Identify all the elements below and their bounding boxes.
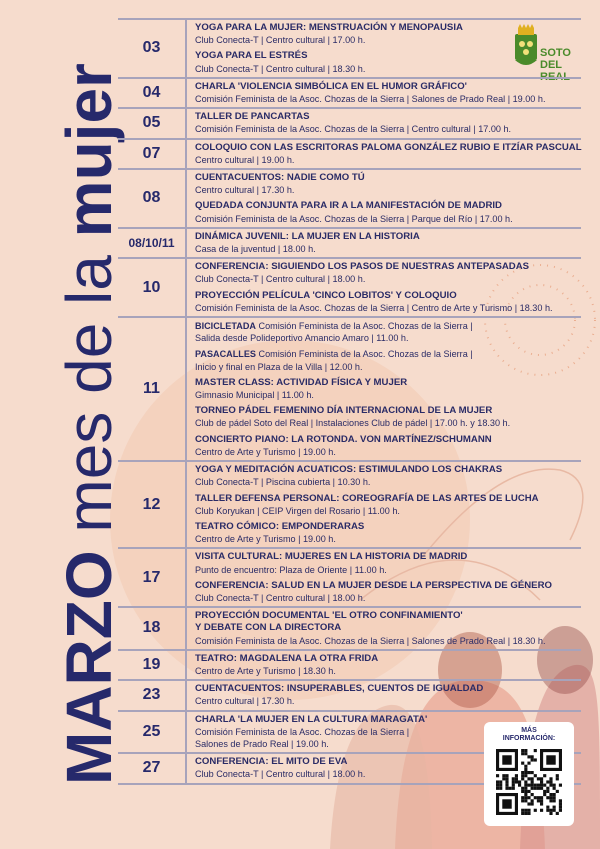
event-date: 08 bbox=[118, 170, 187, 227]
event-date: 12 bbox=[118, 462, 187, 547]
event-title: CUENTACUENTOS: NADIE COMO TÚ bbox=[195, 172, 365, 184]
qr-label bbox=[484, 727, 574, 743]
event-date: 08/10/11 bbox=[118, 229, 187, 257]
event-title: TALLER DE PANCARTAS bbox=[195, 111, 310, 123]
event-details-text: Centro de Arte y Turismo | 19.00 h. bbox=[195, 446, 336, 457]
event-details bbox=[195, 320, 581, 332]
event-date: 18 bbox=[118, 608, 187, 649]
event-list bbox=[187, 79, 581, 107]
event-date: 17 bbox=[118, 549, 187, 606]
schedule-row bbox=[118, 18, 581, 79]
event-list bbox=[187, 229, 581, 257]
event-details-text: Comisión Feminista de la Asoc. Chozas de la Sierra | Parque del Río | 17.00 h. bbox=[195, 213, 513, 224]
event-details-text: Salones de Prado Real | 19.00 h. bbox=[195, 738, 329, 749]
event-item bbox=[195, 434, 581, 458]
event-date: 19 bbox=[118, 651, 187, 679]
event-details-text: Centro de Arte y Turismo | 19.00 h. bbox=[195, 534, 336, 545]
logo-line-3: REAL bbox=[540, 71, 570, 83]
event-item bbox=[195, 493, 581, 517]
event-details-text: Comisión Feminista de la Asoc. Chozas de la Sierra | Centro cultural | 17.00 h. bbox=[195, 124, 512, 135]
qr-info-box bbox=[484, 722, 574, 826]
event-item bbox=[195, 653, 581, 677]
event-item bbox=[195, 111, 581, 135]
event-item bbox=[195, 142, 582, 166]
event-details-text: Comisión Feminista de la Asoc. Chozas de la Sierra | bbox=[258, 349, 473, 360]
schedule-row bbox=[118, 259, 581, 318]
schedule-row bbox=[118, 318, 581, 462]
event-details-text: Club de pádel Soto del Real | Instalaciones Club de pádel | 17.00 h. y 18.30 h. bbox=[195, 418, 511, 429]
event-date: 04 bbox=[118, 79, 187, 107]
event-title: CONFERENCIA: EL MITO DE EVA bbox=[195, 756, 348, 768]
event-date: 05 bbox=[118, 109, 187, 137]
event-title: PROYECCIÓN DOCUMENTAL 'EL OTRO CONFINAMIENTO' bbox=[195, 610, 463, 622]
event-title: TEATRO: MAGDALENA LA OTRA FRIDA bbox=[195, 652, 379, 664]
event-item bbox=[195, 521, 581, 545]
event-title: COLOQUIO CON LAS ESCRITORAS PALOMA GONZÁLEZ RUBIO E ITZÍAR PASCUAL bbox=[195, 141, 582, 153]
title-month: MARZO bbox=[53, 550, 125, 785]
event-details bbox=[195, 446, 581, 458]
event-title: CONFERENCIA: SIGUIENDO LOS PASOS DE NUESTRAS ANTEPASADAS bbox=[195, 261, 530, 273]
event-item bbox=[195, 81, 581, 105]
event-item bbox=[195, 22, 581, 46]
schedule-row bbox=[118, 462, 581, 549]
event-details bbox=[195, 332, 581, 344]
event-details bbox=[195, 389, 581, 401]
event-details bbox=[195, 63, 581, 75]
event-item bbox=[195, 50, 581, 74]
event-item bbox=[195, 261, 581, 285]
event-list bbox=[187, 462, 581, 547]
event-date: 11 bbox=[118, 318, 187, 460]
event-title: CHARLA 'LA MUJER EN LA CULTURA MARAGATA' bbox=[195, 713, 428, 725]
event-list bbox=[187, 109, 581, 137]
event-title: MASTER CLASS: ACTIVIDAD FÍSICA Y MUJER bbox=[195, 376, 408, 388]
event-item bbox=[195, 610, 581, 647]
schedule-row bbox=[118, 608, 581, 651]
logo-line-1: SOTO bbox=[540, 47, 571, 59]
event-title: TEATRO CÓMICO: EMPONDERARAS bbox=[195, 520, 365, 532]
event-item bbox=[195, 377, 581, 401]
schedule-row bbox=[118, 229, 581, 259]
event-details-text: Club Conecta-T | Centro cultural | 18.00 h. bbox=[195, 274, 366, 285]
event-date: 07 bbox=[118, 140, 187, 168]
event-date: 03 bbox=[118, 20, 187, 77]
event-details bbox=[195, 123, 581, 135]
event-details-text: Comisión Feminista de la Asoc. Chozas de la Sierra | Salones de Prado Real | 19.00 h. bbox=[195, 94, 546, 105]
schedule-row bbox=[118, 140, 581, 170]
event-details-text: Club Conecta-T | Piscina cubierta | 10.30 h. bbox=[195, 477, 371, 488]
event-details bbox=[195, 302, 581, 314]
event-schedule bbox=[118, 18, 581, 785]
event-title: BICICLETADA bbox=[195, 321, 256, 332]
schedule-row bbox=[118, 681, 581, 711]
event-details-text: Casa de la juventud | 18.00 h. bbox=[195, 244, 316, 255]
event-list bbox=[187, 651, 581, 679]
event-details-text: Centro cultural | 19.00 h. bbox=[195, 154, 295, 165]
qr-label-line-2: INFORMACIÓN: bbox=[502, 735, 556, 742]
event-details bbox=[195, 273, 581, 285]
event-details bbox=[195, 417, 581, 429]
event-details-text: Centro de Arte y Turismo | 18.30 h. bbox=[195, 665, 336, 676]
event-details-text: Gimnasio Municipal | 11.00 h. bbox=[195, 390, 314, 401]
event-details bbox=[195, 505, 581, 517]
event-details bbox=[195, 476, 581, 488]
event-details-text: Club Koryukan | CEIP Virgen del Rosario | 11.00 h. bbox=[195, 505, 400, 516]
event-item bbox=[195, 172, 581, 196]
event-title: PROYECCIÓN PELÍCULA 'CINCO LOBITOS' Y COLOQUIO bbox=[195, 289, 457, 301]
event-item bbox=[195, 551, 581, 575]
event-list bbox=[187, 549, 581, 606]
event-title: Y DEBATE CON LA DIRECTORA bbox=[195, 622, 342, 634]
event-title: YOGA PARA LA MUJER: MENSTRUACIÓN Y MENOPAUSIA bbox=[195, 22, 463, 33]
event-title: PASACALLES bbox=[195, 349, 256, 360]
event-title: QUEDADA CONJUNTA PARA IR A LA MANIFESTACIÓN DE MADRID bbox=[195, 200, 502, 212]
event-title: CHARLA 'VIOLENCIA SIMBÓLICA EN EL HUMOR GRÁFICO' bbox=[195, 80, 467, 92]
event-item bbox=[195, 348, 581, 372]
event-item bbox=[195, 464, 581, 488]
event-details bbox=[195, 533, 581, 545]
title-word-mujer: mujer bbox=[53, 63, 125, 238]
event-title: TALLER DEFENSA PERSONAL: COREOGRAFÍA DE LAS ARTES DE LUCHA bbox=[195, 492, 539, 504]
event-item bbox=[195, 405, 581, 429]
event-item bbox=[195, 200, 581, 224]
event-title: YOGA PARA EL ESTRÉS bbox=[195, 50, 308, 62]
schedule-row bbox=[118, 651, 581, 681]
event-details bbox=[195, 635, 581, 647]
event-item bbox=[195, 231, 581, 255]
qr-label-line-1: MÁS bbox=[521, 727, 537, 734]
event-list bbox=[187, 20, 581, 77]
event-details-text: Club Conecta-T | Centro cultural | 18.00 h. bbox=[195, 769, 366, 780]
event-details bbox=[195, 243, 581, 255]
logo-line-2: DEL bbox=[540, 59, 562, 71]
event-details bbox=[195, 34, 581, 46]
event-details bbox=[195, 213, 581, 225]
event-details bbox=[195, 93, 581, 105]
event-list bbox=[187, 681, 581, 709]
event-details bbox=[195, 564, 581, 576]
event-details-text: Comisión Feminista de la Asoc. Chozas de la Sierra | bbox=[258, 321, 473, 332]
event-date: 25 bbox=[118, 712, 187, 753]
event-details-text: Inicio y final en Plaza de la Villa | 12.00 h. bbox=[195, 361, 363, 372]
page-title bbox=[53, 63, 125, 785]
event-details-text: Comisión Feminista de la Asoc. Chozas de la Sierra | Centro de Arte y Turismo | 18.30 h. bbox=[195, 302, 553, 313]
event-details-text: Club Conecta-T | Centro cultural | 17.00 h. bbox=[195, 35, 366, 46]
event-list bbox=[187, 140, 582, 168]
event-details bbox=[195, 184, 581, 196]
event-item bbox=[195, 320, 581, 344]
event-details bbox=[195, 348, 581, 360]
event-list bbox=[187, 608, 581, 649]
event-details-text: Comisión Feminista de la Asoc. Chozas de la Sierra | Salones de Prado Real | 18.30 h. bbox=[195, 635, 546, 646]
event-details-text: Club Conecta-T | Centro cultural | 18.00 h. bbox=[195, 592, 366, 603]
event-date: 23 bbox=[118, 681, 187, 709]
event-item bbox=[195, 290, 581, 314]
event-details bbox=[195, 592, 581, 604]
event-item bbox=[195, 580, 581, 604]
event-item bbox=[195, 683, 581, 707]
event-details bbox=[195, 695, 581, 707]
event-title: VISITA CULTURAL: MUJERES EN LA HISTORIA DE MADRID bbox=[195, 551, 468, 563]
schedule-row bbox=[118, 170, 581, 229]
event-date: 27 bbox=[118, 754, 187, 782]
event-list bbox=[187, 318, 581, 460]
qr-code[interactable] bbox=[496, 749, 562, 815]
event-details-text: Punto de encuentro: Plaza de Oriente | 11.00 h. bbox=[195, 564, 387, 575]
title-middle: mes de la bbox=[53, 237, 125, 551]
event-details-text: Comisión Feminista de la Asoc. Chozas de la Sierra | bbox=[195, 726, 410, 737]
schedule-row bbox=[118, 109, 581, 139]
event-details bbox=[195, 361, 581, 373]
event-title: CONCIERTO PIANO: LA ROTONDA. VON MARTÍNEZ/SCHUMANN bbox=[195, 433, 492, 445]
event-details-text: Salida desde Polideportivo Amancio Amaro | 11.00 h. bbox=[195, 333, 409, 344]
event-title: TORNEO PÁDEL FEMENINO DÍA INTERNACIONAL DE LA MUJER bbox=[195, 405, 493, 417]
event-details bbox=[195, 154, 582, 166]
event-details bbox=[195, 665, 581, 677]
schedule-row bbox=[118, 79, 581, 109]
event-details-text: Club Conecta-T | Centro cultural | 18.30 h. bbox=[195, 63, 366, 74]
event-list bbox=[187, 259, 581, 316]
event-list bbox=[187, 170, 581, 227]
event-details-text: Centro cultural | 17.30 h. bbox=[195, 185, 295, 196]
event-details-text: Centro cultural | 17.30 h. bbox=[195, 696, 295, 707]
event-title: DINÁMICA JUVENIL: LA MUJER EN LA HISTORIA bbox=[195, 230, 420, 242]
schedule-row bbox=[118, 549, 581, 608]
event-title: CUENTACUENTOS: INSUPERABLES, CUENTOS DE IGUALDAD bbox=[195, 683, 484, 695]
event-title: CONFERENCIA: SALUD EN LA MUJER DESDE LA PERSPECTIVA DE GÉNERO bbox=[195, 579, 552, 591]
event-title: YOGA Y MEDITACIÓN ACUATICOS: ESTIMULANDO LOS CHAKRAS bbox=[195, 464, 503, 476]
event-date: 10 bbox=[118, 259, 187, 316]
